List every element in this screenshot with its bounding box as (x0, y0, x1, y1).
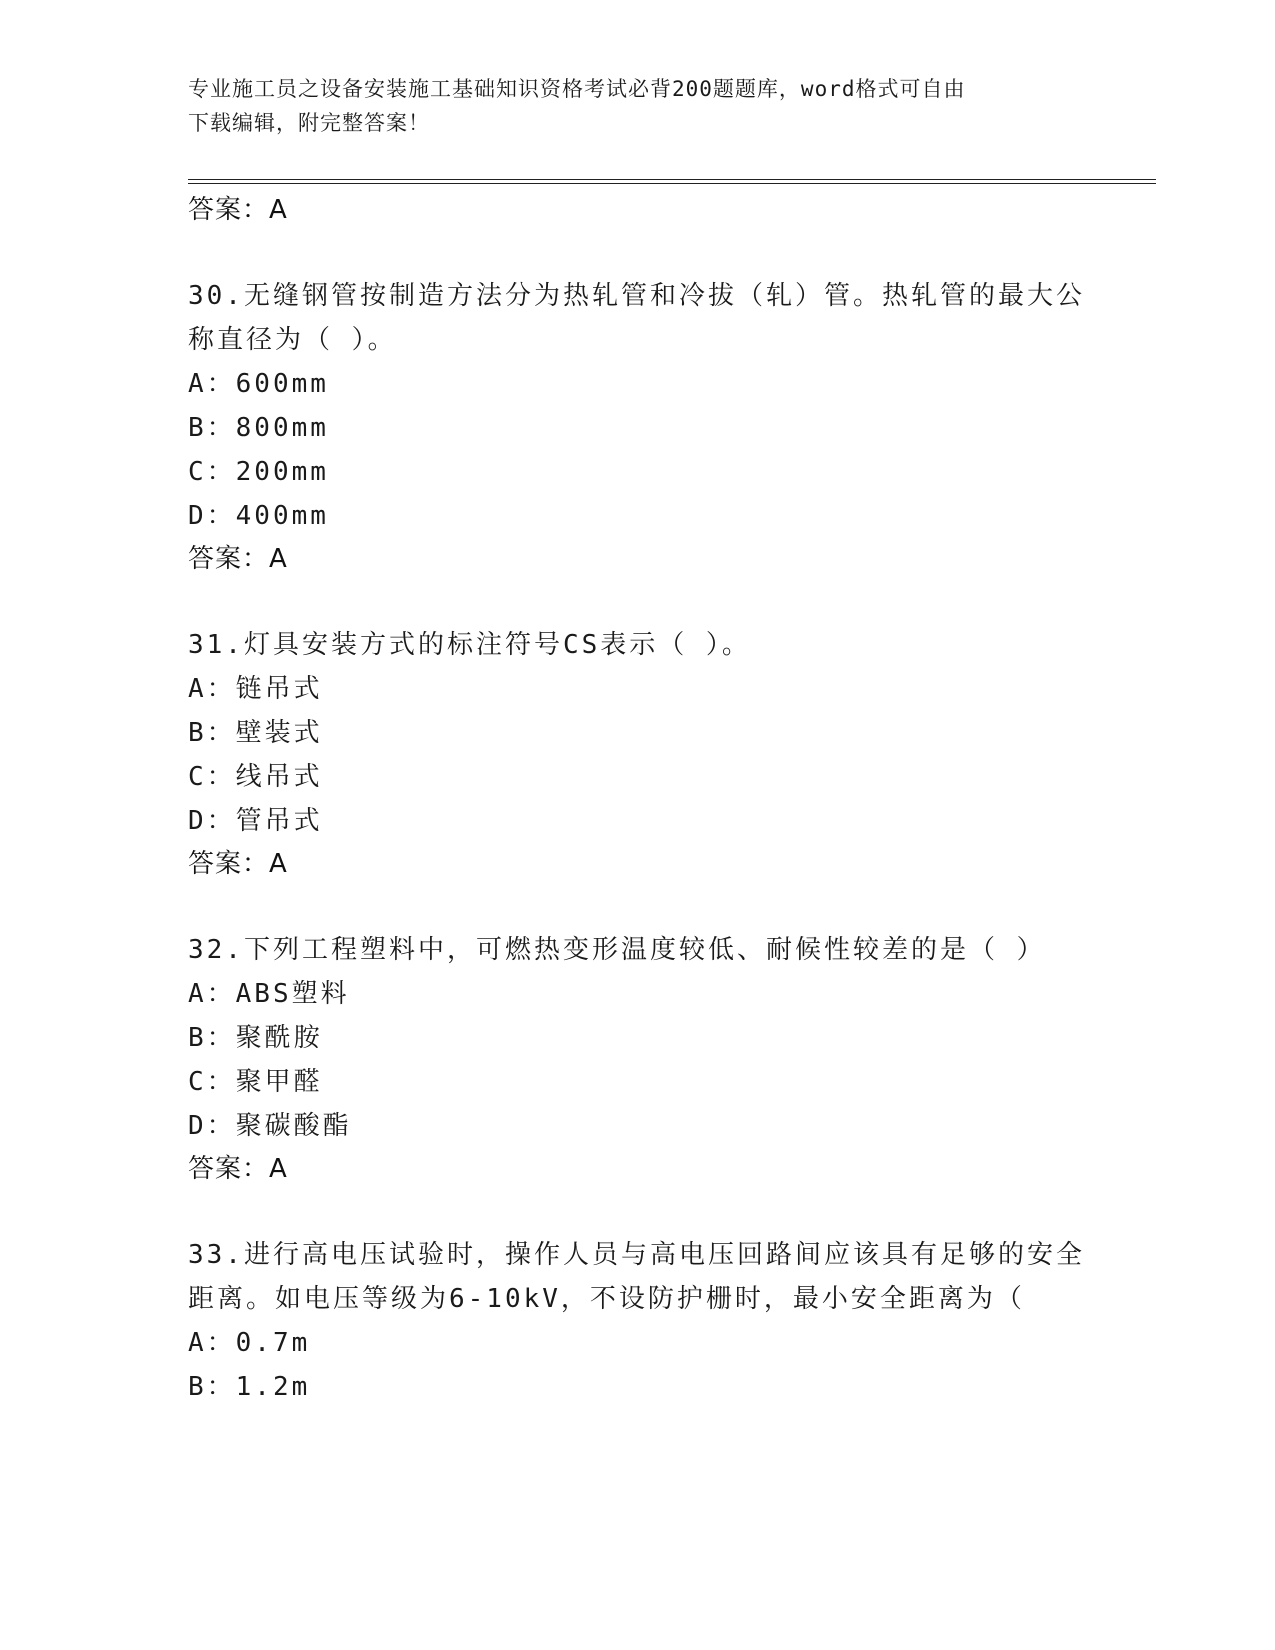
option-d: D：聚碳酸酯 (188, 1111, 352, 1141)
header-rule-top (188, 179, 1156, 180)
option-b: B：聚酰胺 (188, 1023, 323, 1053)
question-stem: 30.无缝钢管按制造方法分为热轧管和冷拔（轧）管。热轧管的最大公 (188, 281, 1085, 311)
option-c: C：聚甲醛 (188, 1067, 323, 1097)
question-stem: 33.进行高电压试验时，操作人员与高电压回路间应该具有足够的安全 (188, 1240, 1085, 1270)
option-d: D：400mm (188, 501, 329, 531)
option-a: A：0.7m (188, 1328, 311, 1358)
option-b: B：800mm (188, 413, 329, 443)
document-header (188, 72, 1078, 140)
answer-label: 答案：A (188, 1154, 288, 1184)
answer-label: 答案：A (188, 544, 288, 574)
header-line-1: 专业施工员之设备安装施工基础知识资格考试必背200题题库，word格式可自由 (188, 77, 966, 101)
answer-label: 答案：A (188, 195, 288, 225)
question-stem: 32.下列工程塑料中，可燃热变形温度较低、耐候性较差的是（ ） (188, 935, 1046, 965)
option-a: A：链吊式 (188, 674, 323, 704)
option-c: C：200mm (188, 457, 329, 487)
header-line-2: 下载编辑，附完整答案！ (188, 111, 430, 135)
option-a: A：ABS塑料 (188, 979, 350, 1009)
question-stem: 称直径为（ ）。 (188, 325, 397, 355)
option-b: B：1.2m (188, 1372, 311, 1402)
option-c: C：线吊式 (188, 762, 323, 792)
header-rule-bottom (188, 183, 1156, 184)
question-stem: 31.灯具安装方式的标注符号CS表示（ ）。 (188, 630, 751, 660)
option-b: B：壁装式 (188, 718, 323, 748)
option-d: D：管吊式 (188, 806, 323, 836)
question-stem: 距离。如电压等级为6-10kV，不设防护栅时，最小安全距离为（ (188, 1284, 1025, 1314)
option-a: A：600mm (188, 369, 329, 399)
answer-label: 答案：A (188, 849, 288, 879)
